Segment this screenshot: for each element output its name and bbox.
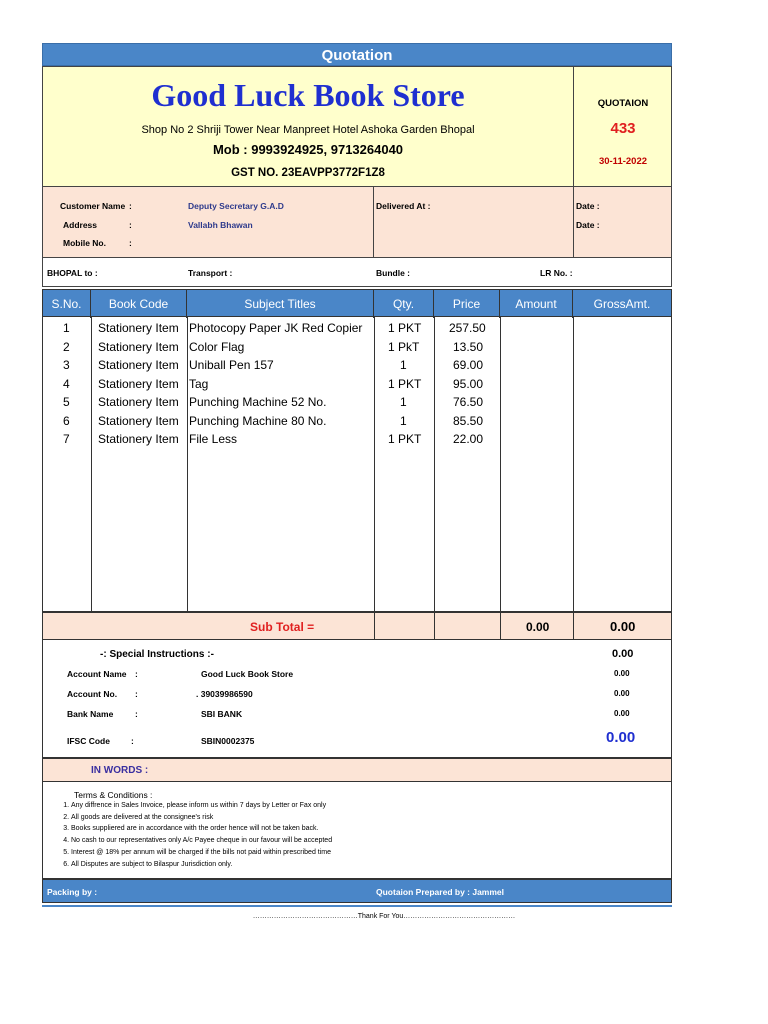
packing-by-label: Packing by : bbox=[47, 887, 98, 897]
footer-bar bbox=[42, 879, 672, 903]
address-value: Vallabh Bhawan bbox=[188, 220, 253, 230]
row-price: 257.50 bbox=[449, 321, 486, 335]
date-label-1: Date : bbox=[576, 201, 600, 211]
footer-rule bbox=[42, 905, 672, 907]
header-price: Price bbox=[434, 290, 500, 318]
row-book-code: Stationery Item bbox=[98, 376, 179, 391]
colon: : bbox=[135, 669, 138, 679]
total-value: 0.00 bbox=[612, 648, 634, 660]
colon: : bbox=[135, 689, 138, 699]
row-book-code: Stationery Item bbox=[98, 395, 179, 409]
row-sno: 7 bbox=[63, 432, 70, 446]
terms-heading: Terms & Conditions : bbox=[74, 790, 153, 800]
row-qty: 1 PKT bbox=[388, 321, 422, 335]
quotation-number: 433 bbox=[610, 120, 636, 137]
colon: : bbox=[135, 709, 138, 719]
table-header bbox=[42, 289, 672, 317]
row-book-code: Stationery Item bbox=[98, 358, 179, 372]
items-table bbox=[42, 317, 672, 612]
customer-divider-1 bbox=[373, 187, 374, 257]
store-name: Good Luck Book Store bbox=[151, 77, 465, 113]
subtotal-row bbox=[42, 612, 672, 640]
header-gross-amount: GrossAmt. bbox=[593, 297, 651, 311]
row-subject-title: Punching Machine 52 No. bbox=[189, 395, 327, 409]
row-sno: 3 bbox=[63, 358, 70, 372]
header-qty: Qty. bbox=[374, 290, 434, 318]
in-words-label: IN WORDS : bbox=[91, 765, 149, 776]
row-subject-title: File Less bbox=[189, 432, 238, 446]
column-line bbox=[374, 613, 375, 640]
row-subject-title: Color Flag bbox=[189, 339, 245, 354]
row-qty: 1 PKT bbox=[388, 432, 422, 446]
thank-you-note: ………………………………………Thank For You………………………………………… bbox=[252, 913, 516, 920]
row-subject-title: Tag bbox=[189, 376, 209, 391]
subtotal-gross: 0.00 bbox=[610, 619, 636, 634]
table-row bbox=[43, 430, 673, 448]
row-price: 95.00 bbox=[453, 376, 484, 391]
date-label-2: Date : bbox=[576, 220, 600, 230]
store-gst: GST NO. 23EAVPP3772F1Z8 bbox=[231, 167, 385, 179]
document-title: Quotation bbox=[42, 43, 672, 66]
store-header bbox=[42, 66, 672, 187]
customer-divider-2 bbox=[573, 187, 574, 257]
row-price: 69.00 bbox=[453, 358, 484, 372]
column-line bbox=[573, 613, 574, 640]
ifsc-label: IFSC Code bbox=[67, 736, 110, 746]
terms-item: 5. Interest @ 18% per annum will be charged if the bills not paid within prescribed time bbox=[71, 847, 332, 859]
terms-section bbox=[42, 782, 672, 879]
prepared-by-label: Quotaion Prepared by : Jammel bbox=[376, 887, 505, 897]
total-value: 0.00 bbox=[614, 689, 630, 698]
colon: : bbox=[131, 736, 134, 746]
address-label: Address bbox=[63, 220, 98, 230]
row-sno: 6 bbox=[63, 413, 70, 428]
table-row bbox=[43, 393, 673, 411]
terms-item: 1. Any diffrence in Sales Invoice, please inform us within 7 days by Letter or Fax only bbox=[71, 800, 332, 812]
store-mobile: Mob : 9993924925, 9713264040 bbox=[212, 142, 404, 157]
row-sno: 1 bbox=[63, 321, 70, 335]
account-name-value: Good Luck Book Store bbox=[201, 669, 294, 679]
column-line bbox=[500, 613, 501, 640]
column-line bbox=[434, 613, 435, 640]
terms-item: 6. All Disputes are subject to Bilaspur Jurisdiction only. bbox=[71, 859, 332, 871]
total-value: 0.00 bbox=[614, 669, 630, 678]
table-row bbox=[43, 412, 673, 430]
row-book-code: Stationery Item bbox=[98, 339, 179, 354]
terms-list bbox=[61, 800, 332, 870]
terms-item: 4. No cash to our representatives only A/c Payee cheque in our favour will be accepted bbox=[71, 835, 332, 847]
mobile-label: Mobile No. bbox=[63, 238, 106, 248]
row-qty: 1 bbox=[400, 413, 407, 428]
customer-section bbox=[42, 187, 672, 258]
quotation-date: 30-11-2022 bbox=[598, 156, 648, 167]
bhopal-to-label: BHOPAL to : bbox=[47, 268, 98, 278]
in-words-row bbox=[42, 758, 672, 782]
row-price: 85.50 bbox=[453, 413, 484, 428]
ifsc-value: SBIN0002375 bbox=[201, 736, 255, 746]
row-qty: 1 bbox=[400, 395, 407, 409]
row-subject-title: Punching Machine 80 No. bbox=[189, 413, 327, 428]
colon: : bbox=[129, 220, 132, 230]
total-value: 0.00 bbox=[614, 709, 630, 718]
row-price: 13.50 bbox=[453, 339, 484, 354]
terms-item: 2. All goods are delivered at the consignee's risk bbox=[71, 812, 332, 824]
row-subject-title: Photocopy Paper JK Red Copier bbox=[189, 321, 363, 335]
row-book-code: Stationery Item bbox=[98, 321, 179, 335]
account-no-value: . 39039986590 bbox=[196, 689, 253, 699]
subtotal-label: Sub Total = bbox=[250, 620, 315, 634]
colon: : bbox=[129, 238, 132, 248]
table-row bbox=[43, 375, 673, 393]
special-heading: -: Special Instructions :- bbox=[100, 649, 214, 660]
table-row bbox=[43, 319, 673, 337]
row-sno: 4 bbox=[63, 376, 70, 391]
bundle-label: Bundle : bbox=[376, 268, 410, 278]
transport-label: Transport : bbox=[188, 268, 233, 278]
row-price: 76.50 bbox=[453, 395, 484, 409]
customer-name-value: Deputy Secretary G.A.D bbox=[188, 201, 284, 211]
row-qty: 1 PKT bbox=[388, 376, 422, 391]
bank-name-value: SBI BANK bbox=[201, 709, 243, 719]
header-book-code: Book Code bbox=[91, 290, 187, 318]
lr-no-label: LR No. : bbox=[540, 268, 573, 278]
account-name-label: Account Name bbox=[67, 669, 127, 679]
subtotal-amount: 0.00 bbox=[526, 620, 550, 634]
table-row bbox=[43, 356, 673, 374]
row-price: 22.00 bbox=[453, 432, 484, 446]
row-book-code: Stationery Item bbox=[98, 413, 179, 428]
customer-name-label: Customer Name bbox=[60, 201, 126, 211]
grand-total: 0.00 bbox=[606, 729, 636, 746]
row-sno: 5 bbox=[63, 395, 70, 409]
row-sno: 2 bbox=[63, 339, 70, 354]
row-qty: 1 bbox=[400, 358, 407, 372]
bank-name-label: Bank Name bbox=[67, 709, 114, 719]
header-sno: S.No. bbox=[43, 290, 91, 318]
account-no-label: Account No. bbox=[67, 689, 118, 699]
colon: : bbox=[129, 201, 132, 211]
terms-item: 3. Books suppliered are in accordance with the order hence will not be taken back. bbox=[71, 823, 332, 835]
special-instructions bbox=[42, 640, 672, 758]
delivered-at-label: Delivered At : bbox=[376, 201, 431, 211]
header-subject-titles: Subject Titles bbox=[187, 290, 374, 318]
row-qty: 1 PkT bbox=[388, 339, 420, 354]
store-address: Shop No 2 Shriji Tower Near Manpreet Hotel Ashoka Garden Bhopal bbox=[141, 124, 475, 136]
row-subject-title: Uniball Pen 157 bbox=[189, 358, 274, 372]
row-book-code: Stationery Item bbox=[98, 432, 179, 446]
quotation-label: QUOTAION bbox=[597, 98, 649, 109]
shipping-row bbox=[42, 258, 672, 287]
header-amount: Amount bbox=[500, 290, 573, 318]
table-row bbox=[43, 338, 673, 356]
